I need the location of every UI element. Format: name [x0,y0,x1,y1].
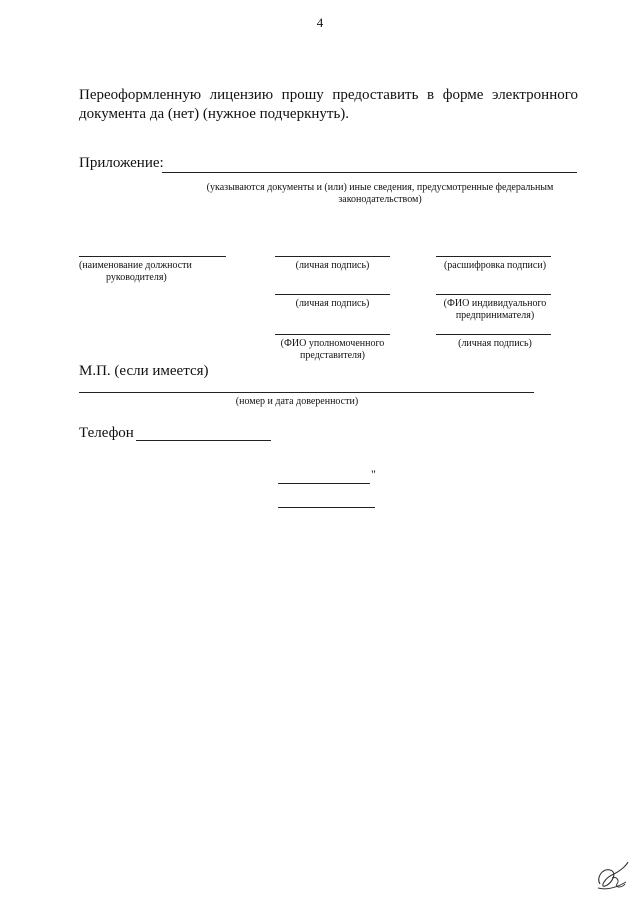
signature-decoding-caption: (расшифровка подписи) [443,260,547,271]
representative-line [275,334,390,335]
appendix-caption-1: (указываются документы и (или) иные сведения, предусмотренные федеральным [206,182,554,193]
signature-line-2 [275,294,390,295]
entrepreneur-line [436,294,551,295]
personal-signature-caption-3: (личная подпись) [458,338,532,349]
entrepreneur-caption-1: (ФИО индивидуального [443,298,547,309]
representative-caption-2: представителя) [300,350,365,361]
appendix-label: Приложение: [79,155,164,171]
appendix-line [162,172,577,173]
page-number: 4 [316,15,324,30]
head-position-line [79,256,226,257]
stamp-label: М.П. (если имеется) [79,363,209,379]
personal-signature-caption-1: (личная подпись) [295,260,370,271]
decoding-line [436,256,551,257]
power-of-attorney-line [79,392,534,393]
power-of-attorney-caption: (номер и дата доверенности) [235,396,359,407]
personal-signature-caption-2: (личная подпись) [295,298,370,309]
head-position-caption-1: (наименование должности [79,260,192,271]
signature-line-3 [436,334,551,335]
date-line-1 [278,483,370,484]
phone-line [136,440,271,441]
entrepreneur-caption-2: предпринимателя) [455,310,535,321]
handwritten-signature-icon [592,858,632,894]
head-position-caption-2: руководителя) [106,272,167,283]
request-paragraph: Переоформленную лицензию прошу предоставить в форме электронного документа да (нет) (нужное подчеркнуть). [79,87,578,122]
date-closing-quote: " [371,467,376,481]
phone-label: Телефон [79,425,134,441]
date-line-2 [278,507,375,508]
representative-caption-1: (ФИО уполномоченного [280,338,385,349]
signature-line-1 [275,256,390,257]
appendix-caption-2: законодательством) [338,194,422,205]
